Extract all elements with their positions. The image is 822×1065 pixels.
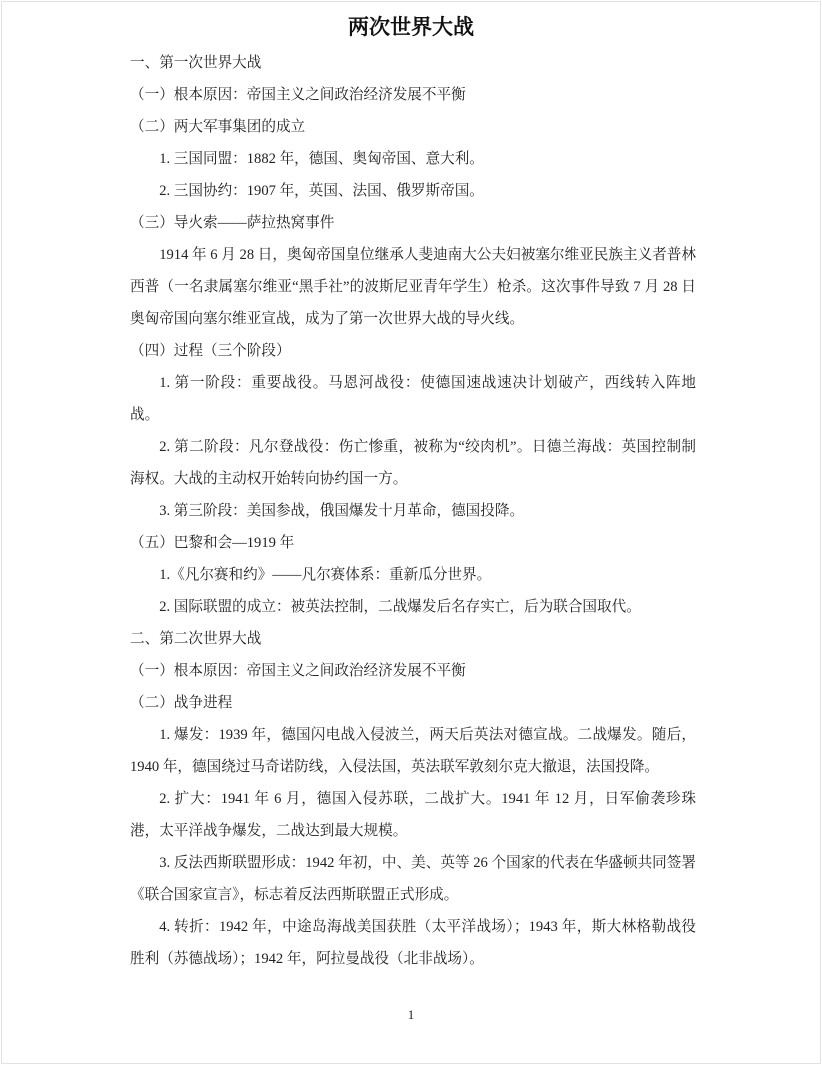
paragraph: 1914 年 6 月 28 日，奥匈帝国皇位继承人斐迪南大公夫妇被塞尔维亚民族主义者普林西普（一名隶属塞尔维亚“黑手社”的波斯尼亚青年学生）枪杀。这次事件导致 7 月 28 日奥匈帝国向塞尔维亚宣战，成为了第一次世界大战的导火线。 (130, 247, 696, 327)
section-heading: （五）巴黎和会—1919 年 (130, 535, 295, 551)
section-heading: （四）过程（三个阶段） (130, 343, 291, 359)
section-heading: （一）根本原因：帝国主义之间政治经济发展不平衡 (130, 663, 466, 679)
paragraph: 2. 扩大：1941 年 6 月，德国入侵苏联，二战扩大。1941 年 12 月，日军偷袭珍珠港，太平洋战争爆发，二战达到最大规模。 (130, 791, 696, 839)
paragraph: 2. 国际联盟的成立：被英法控制，二战爆发后名存实亡，后为联合国取代。 (159, 599, 641, 615)
paragraph: 1.《凡尔赛和约》——凡尔赛体系：重新瓜分世界。 (159, 567, 492, 583)
section-heading: （一）根本原因：帝国主义之间政治经济发展不平衡 (130, 87, 466, 103)
document-body (130, 47, 696, 975)
section-heading: 一、第一次世界大战 (130, 55, 262, 71)
paragraph: 2. 三国协约：1907 年，英国、法国、俄罗斯帝国。 (159, 183, 484, 199)
paragraph: 1. 爆发：1939 年，德国闪电战入侵波兰，两天后英法对德宣战。二战爆发。随后，1940 年，德国绕过马奇诺防线，入侵法国，英法联军敦刻尔克大撤退，法国投降。 (130, 727, 696, 775)
paragraph: 3. 第三阶段：美国参战，俄国爆发十月革命，德国投降。 (159, 503, 525, 519)
section-heading: （三）导火索——萨拉热窝事件 (130, 215, 335, 231)
paragraph: 3. 反法西斯联盟形成：1942 年初，中、美、英等 26 个国家的代表在华盛顿共同签署《联合国家宣言》，标志着反法西斯联盟正式形成。 (130, 855, 696, 903)
section-heading: （二）两大军事集团的成立 (130, 119, 306, 135)
section-heading: 二、第二次世界大战 (130, 631, 262, 647)
section-heading: （二）战争进程 (130, 695, 233, 711)
paragraph: 1. 第一阶段：重要战役。马恩河战役：使德国速战速决计划破产，西线转入阵地战。 (130, 375, 696, 423)
document-title: 两次世界大战 (348, 15, 474, 39)
paragraph: 2. 第二阶段：凡尔登战役：伤亡惨重，被称为“绞肉机”。日德兰海战：英国控制制海权。大战的主动权开始转向协约国一方。 (130, 439, 696, 487)
page-number: 1 (407, 1007, 415, 1022)
paragraph: 1. 三国同盟：1882 年，德国、奥匈帝国、意大利。 (159, 151, 484, 167)
paragraph: 4. 转折：1942 年，中途岛海战美国获胜（太平洋战场）；1943 年，斯大林格勒战役胜利（苏德战场）；1942 年，阿拉曼战役（北非战场）。 (130, 919, 696, 967)
